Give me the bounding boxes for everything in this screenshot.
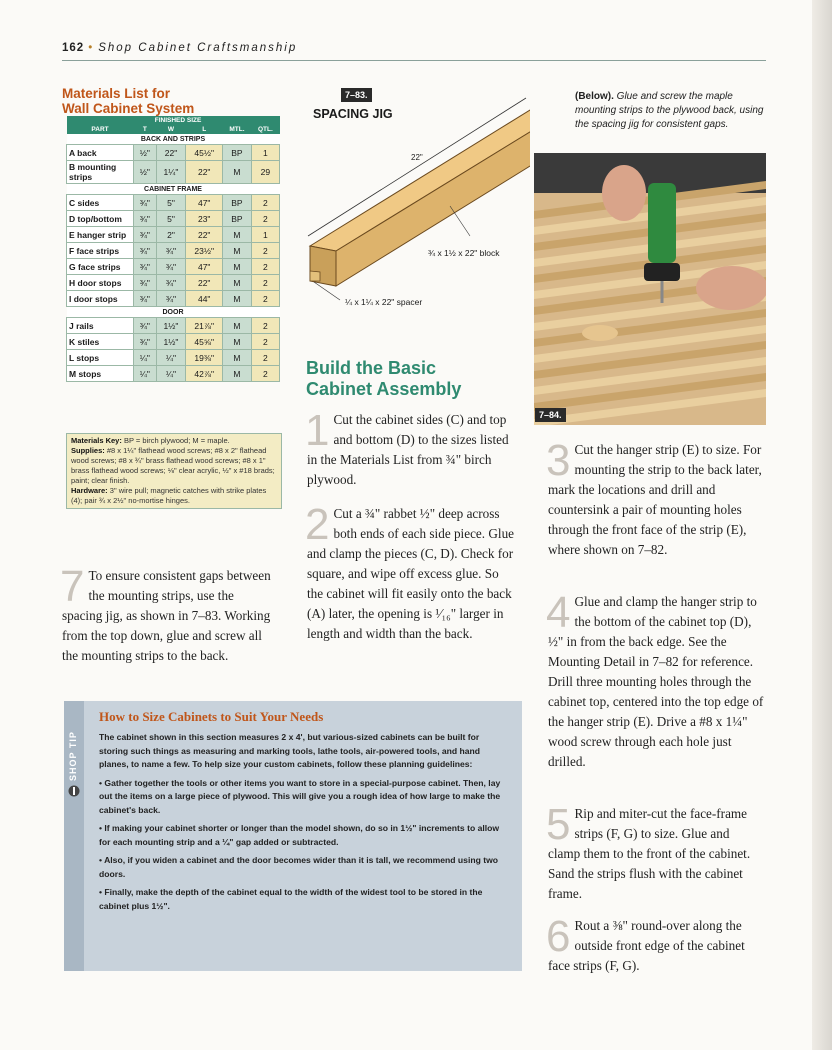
- cell-l: 21⅞": [186, 318, 223, 334]
- cell-w: 1¼": [156, 161, 186, 184]
- cell-l: 23": [186, 211, 223, 227]
- cell-part: B mounting strips: [67, 161, 134, 184]
- cell-qty: 2: [251, 211, 279, 227]
- cell-mtl: M: [223, 291, 252, 307]
- step-2: [305, 500, 517, 644]
- figure-7-83-label: 7–83.: [341, 88, 372, 102]
- table-row: [67, 350, 280, 366]
- cell-l: 47": [186, 259, 223, 275]
- cell-w: ¾": [156, 259, 186, 275]
- cell-mtl: BP: [223, 145, 252, 161]
- cell-qty: 2: [251, 243, 279, 259]
- cell-t: ¼": [134, 350, 157, 366]
- cell-part: C sides: [67, 195, 134, 211]
- cell-w: ¾": [156, 275, 186, 291]
- cell-part: D top/bottom: [67, 211, 134, 227]
- cell-t: ¾": [134, 243, 157, 259]
- cell-t: ¾": [134, 318, 157, 334]
- materials-table: [66, 116, 280, 382]
- step-7: [60, 562, 272, 666]
- cell-mtl: BP: [223, 195, 252, 211]
- finished-size-header: FINISHED SIZE: [134, 116, 223, 125]
- cell-qty: 2: [251, 259, 279, 275]
- step-6-number: 6: [546, 912, 571, 961]
- col-qty: QTL.: [251, 125, 279, 134]
- cell-w: 2": [156, 227, 186, 243]
- cell-part: J rails: [67, 318, 134, 334]
- table-header-row-2: [67, 125, 280, 134]
- cell-qty: 2: [251, 195, 279, 211]
- table-row: [67, 291, 280, 307]
- step-5-number: 5: [546, 800, 571, 849]
- cell-t: ¾": [134, 334, 157, 350]
- step-1-number: 1: [305, 406, 330, 455]
- cell-qty: 2: [251, 291, 279, 307]
- header-blank: [67, 116, 134, 125]
- hardware-text: 3" wire pull; magnetic catches with strike plates (4); pair ¾ x 2½" no-mortise hinges.: [71, 486, 267, 505]
- cell-part: I door stops: [67, 291, 134, 307]
- cell-l: 44": [186, 291, 223, 307]
- block-callout: ¾ x 1½ x 22" block: [428, 248, 500, 258]
- wood-shavings: [582, 325, 618, 341]
- step-3: [546, 436, 764, 560]
- cell-part: E hanger strip: [67, 227, 134, 243]
- cell-mtl: M: [223, 318, 252, 334]
- table-row: [67, 243, 280, 259]
- cell-qty: 2: [251, 366, 279, 382]
- spacing-jig-title: SPACING JIG: [313, 107, 393, 121]
- cell-w: ¼": [156, 350, 186, 366]
- table-row: [67, 145, 280, 161]
- materials-title-line2: Wall Cabinet System: [62, 101, 195, 116]
- figure-7-84-caption: [575, 90, 765, 132]
- left-hand: [602, 165, 646, 221]
- col-t: T: [134, 125, 157, 134]
- jig-spacer: [310, 271, 320, 281]
- cell-w: 1½": [156, 318, 186, 334]
- drill-chuck: [644, 263, 680, 281]
- cell-mtl: BP: [223, 211, 252, 227]
- cell-part: M stops: [67, 366, 134, 382]
- shop-tip-side-label: SHOP TIP: [68, 731, 78, 781]
- build-heading-line2: Cabinet Assembly: [306, 379, 462, 399]
- table-row: [67, 259, 280, 275]
- hardware: [71, 486, 277, 506]
- header-blank-2: [223, 116, 280, 125]
- cell-w: 5": [156, 211, 186, 227]
- cell-l: 47": [186, 195, 223, 211]
- cell-w: ¼": [156, 366, 186, 382]
- cell-l: 19⅜": [186, 350, 223, 366]
- cell-mtl: M: [223, 161, 252, 184]
- cell-l: 45⅝": [186, 334, 223, 350]
- build-heading-line1: Build the Basic: [306, 358, 437, 378]
- cell-t: ¾": [134, 227, 157, 243]
- col-w: W: [156, 125, 186, 134]
- cell-t: ¾": [134, 211, 157, 227]
- cell-l: 23½": [186, 243, 223, 259]
- cell-t: ¼": [134, 366, 157, 382]
- build-heading: [306, 358, 461, 400]
- cell-part: G face strips: [67, 259, 134, 275]
- section-name: BACK AND STRIPS: [67, 134, 280, 145]
- materials-title: [62, 86, 194, 116]
- step-1: [305, 406, 517, 490]
- book-title: Shop Cabinet Craftsmanship: [98, 42, 298, 54]
- cell-mtl: M: [223, 350, 252, 366]
- cell-qty: 2: [251, 334, 279, 350]
- block-leader: [450, 206, 470, 236]
- dimension-22: 22": [411, 153, 423, 162]
- cell-t: ¾": [134, 275, 157, 291]
- key-label: Materials Key:: [71, 436, 122, 445]
- col-l: L: [186, 125, 223, 134]
- table-row: [67, 334, 280, 350]
- table-header-row-1: [67, 116, 280, 125]
- cell-part: F face strips: [67, 243, 134, 259]
- tip-bullet-3: • Also, if you widen a cabinet and the door becomes wider than it is tall, we recommend using two doors.: [99, 855, 499, 879]
- cell-qty: 1: [251, 227, 279, 243]
- cell-t: ½": [134, 161, 157, 184]
- step-5-text: Rip and miter-cut the face-frame strips (F, G) to size. Glue and clamp them to the front of the cabinet. Sand the strips flush with the cabinet frame.: [548, 806, 751, 901]
- spacing-jig-diagram: [300, 86, 530, 316]
- step-7-text: To ensure consistent gaps between the mounting strips, use the spacing jig, as shown in 7–83. Working from the top down, glue and screw all the mounting strips to the back.: [62, 568, 271, 663]
- cell-part: K stiles: [67, 334, 134, 350]
- shop-tip-box: [64, 701, 522, 971]
- step-6-text: Rout a ⅜" round-over along the outside front edge of the cabinet face strips (F, G).: [548, 918, 745, 973]
- cell-mtl: M: [223, 259, 252, 275]
- assembly-photo-drawing: [534, 153, 766, 425]
- supplies: [71, 446, 277, 486]
- section-name: DOOR: [67, 307, 280, 318]
- hardware-label: Hardware:: [71, 486, 108, 495]
- shop-tip-body: [99, 731, 509, 918]
- table-row: [67, 366, 280, 382]
- step-2-number: 2: [305, 500, 330, 549]
- cell-part: A back: [67, 145, 134, 161]
- materials-key: [71, 436, 277, 446]
- section-header: [67, 134, 280, 145]
- cell-qty: 2: [251, 275, 279, 291]
- cell-w: 1½": [156, 334, 186, 350]
- step-6: [546, 912, 764, 976]
- tip-bullet-1: • Gather together the tools or other items you want to store in a special-purpose cabinet. Then, lay out the items on a large piece of plywood. This will give you a rough idea of how large to make the cabinet's back.: [99, 777, 501, 815]
- cell-qty: 2: [251, 350, 279, 366]
- drill-body: [648, 183, 676, 263]
- key-text: BP = birch plywood; M = maple.: [123, 436, 230, 445]
- table-row: [67, 161, 280, 184]
- table-row: [67, 211, 280, 227]
- cell-t: ¾": [134, 195, 157, 211]
- step-5: [546, 800, 764, 904]
- shop-tip-icon: [68, 785, 80, 797]
- cell-part: L stops: [67, 350, 134, 366]
- caption-text: Glue and screw the maple mounting strips to the plywood back, using the spacing jig for consistent gaps.: [575, 91, 764, 130]
- cell-t: ¾": [134, 291, 157, 307]
- step-4-text: Glue and clamp the hanger strip to the bottom of the cabinet top (D), ½" in from the back edge. See the Mounting Detail in 7–82 for reference. Drill three mounting holes through the cabinet top, centered into the top edge of the hanger strip (E). Drive a #8 x 1¼" wood screw through each hole just drilled.: [548, 594, 764, 769]
- cell-t: ¾": [134, 259, 157, 275]
- cell-qty: 29: [251, 161, 279, 184]
- step-4: [546, 588, 764, 772]
- running-header: [62, 42, 297, 54]
- step-7-number: 7: [60, 562, 85, 611]
- step-3-number: 3: [546, 436, 571, 485]
- col-mtl: MTL.: [223, 125, 252, 134]
- materials-key-box: [66, 433, 282, 509]
- cell-mtl: M: [223, 275, 252, 291]
- header-separator: •: [88, 42, 95, 54]
- section-name: CABINET FRAME: [67, 184, 280, 195]
- spacer-callout: ¼ x 1¼ x 22" spacer: [345, 297, 423, 307]
- section-header: [67, 184, 280, 195]
- section-header: [67, 307, 280, 318]
- step-1-text: Cut the cabinet sides (C) and top and bottom (D) to the sizes listed in the Materials List from ¾" birch plywood.: [307, 412, 509, 487]
- materials-title-line1: Materials List for: [62, 86, 171, 101]
- table-row: [67, 227, 280, 243]
- cell-part: H door stops: [67, 275, 134, 291]
- shop-tip-title: How to Size Cabinets to Suit Your Needs: [99, 709, 324, 724]
- cell-l: 45½": [186, 145, 223, 161]
- cell-w: ¾": [156, 291, 186, 307]
- cell-w: 22": [156, 145, 186, 161]
- cell-qty: 1: [251, 145, 279, 161]
- cell-l: 22": [186, 227, 223, 243]
- supplies-text: #8 x 1¼" flathead wood screws; #8 x 2" flathead wood screws; #8 x ¾" brass flathead wood screws; #8 x 1" brass flathead wood screws; ⅛" clear acrylic, ½" x #18 brads; paint; clear finish.: [71, 446, 275, 485]
- cell-mtl: M: [223, 243, 252, 259]
- page-edge: [812, 0, 832, 1050]
- tip-bullet-2: • If making your cabinet shorter or longer than the model shown, do so in 1½" increments to allow for each mounting strip and a ¼" gap added or subtracted.: [99, 823, 500, 847]
- caption-below: (Below).: [575, 91, 614, 102]
- table-row: [67, 275, 280, 291]
- cell-mtl: M: [223, 334, 252, 350]
- tip-intro: The cabinet shown in this section measures 2 x 4', but various-sized cabinets can be built for storing such things as measuring and marking tools, lathe tools, air-powered tools, and hand planes, to name a few. To help size your custom cabinets, follow these planning guidelines:: [99, 732, 481, 769]
- supplies-label: Supplies:: [71, 446, 105, 455]
- cell-l: 22": [186, 161, 223, 184]
- step-4-number: 4: [546, 588, 571, 637]
- step-3-text: Cut the hanger strip (E) to size. For mounting the strip to the back later, mark the locations and drill and countersink a pair of mounting holes through the front face of the strip (E), where shown on 7–82.: [548, 442, 762, 557]
- shop-tip-sidebar: [64, 701, 84, 971]
- table-row: [67, 195, 280, 211]
- table-row: [67, 318, 280, 334]
- tip-bullet-4: • Finally, make the depth of the cabinet equal to the width of the widest tool to be stored in the cabinet plus 1½".: [99, 887, 483, 911]
- figure-7-84-label: 7–84.: [535, 408, 566, 422]
- assembly-photo: [534, 153, 766, 425]
- page-number: 162: [62, 42, 85, 54]
- cell-t: ½": [134, 145, 157, 161]
- col-part: PART: [67, 125, 134, 134]
- cell-l: 22": [186, 275, 223, 291]
- cell-mtl: M: [223, 366, 252, 382]
- cell-w: 5": [156, 195, 186, 211]
- right-hand: [696, 266, 766, 310]
- cell-l: 42⅞": [186, 366, 223, 382]
- cell-mtl: M: [223, 227, 252, 243]
- cell-w: ¾": [156, 243, 186, 259]
- header-rule: [62, 60, 766, 61]
- cell-qty: 2: [251, 318, 279, 334]
- step-2-text: Cut a ¾" rabbet ½" deep across both ends of each side piece. Glue and clamp the pieces (C, D). Check for square, and wipe off excess glue. So the cabinet will fit easily onto the back (A) later, the opening is ¹⁄₁₆" larger in length and width than the back.: [307, 506, 515, 641]
